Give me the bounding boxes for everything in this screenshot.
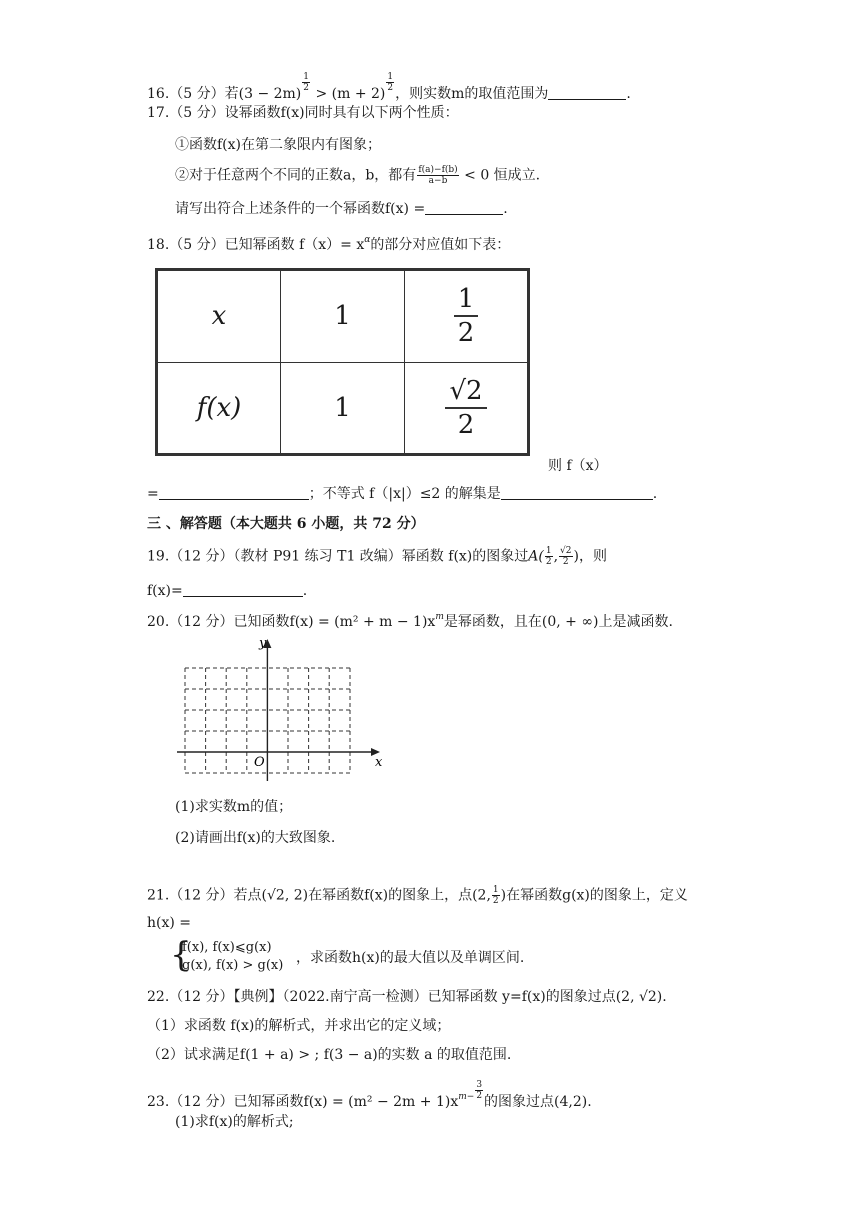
question-19: 19.（12 分）（教材 P91 练习 T1 改编）幂函数 f(x)的图象过A( $\frac{1}{2}$ , $\frac{√2}{2}$ )，则: [147, 546, 607, 567]
table-cell: x: [157, 270, 281, 363]
table-cell: 1: [281, 362, 405, 455]
q18-tail: 则 f（x）: [548, 458, 608, 474]
x-axis-label: x: [375, 755, 383, 770]
answer-blank[interactable]: [501, 485, 653, 500]
table-cell: $\frac{1}{2}$: [405, 270, 529, 363]
q17-prompt: 请写出符合上述条件的一个幂函数f(x) = .: [175, 201, 508, 217]
answer-blank[interactable]: [548, 85, 626, 100]
answer-blank[interactable]: [425, 200, 503, 215]
table-cell: f(x): [157, 362, 281, 455]
question-18: 18.（5 分）已知幂函数 $f(x)= x^\alpha$的部分对应值如下表：: [147, 235, 511, 253]
q21-line-2: h(x) =: [147, 915, 192, 931]
q17-property-2: ②对于任意两个不同的正数a，b，都有 $\frac{f(a)-f(b)}{a-b}$ < 0 恒成立.: [175, 165, 541, 186]
q21-case-1: f(x), f(x)⩽g(x): [182, 940, 272, 955]
question-21: 21.（12 分）若点(√2, 2)在幂函数f(x)的图象上，点(2, $\frac{1}{2}$ )在幂函数g(x)的图象上，定义: [147, 885, 688, 906]
coordinate-grid: [175, 633, 395, 783]
q20-sub-2: (2)请画出f(x)的大致图象.: [175, 830, 336, 846]
value-table: [155, 268, 530, 456]
q23-sub-1: (1)求f(x)的解析式;: [175, 1114, 294, 1130]
question-23: 23.（12 分）已知幂函数$f(x) = (m^2 - 2m + 1)x^{m-}$ $\frac{3}{2}$ 的图象过点(4,2).: [147, 1080, 592, 1110]
q22-sub-1: （1）求函数 f(x)的解析式，并求出它的定义域；: [147, 1018, 451, 1034]
table-cell: $\frac{√2}{2}$: [405, 362, 529, 455]
question-20: 20.（12 分）已知函数$f(x) = (m^2 + m - 1)x^m$是幂函数，且在(0, + ∞)上是减函数.: [147, 612, 673, 630]
answer-blank[interactable]: [183, 582, 303, 597]
answer-blank[interactable]: [159, 485, 309, 500]
q21-line-3: ，求函数h(x)的最大值以及单调区间.: [296, 950, 525, 966]
q22-sub-2: （2）试求满足f(1 + a) > ; f(3 − a)的实数 a 的取值范围.: [147, 1047, 512, 1063]
q21-case-2: g(x), f(x) > g(x): [182, 958, 284, 973]
section-heading: 三 、解答题（本大题共 6 小题，共 72 分）: [147, 516, 425, 532]
q17-property-1: ①函数f(x)在第二象限内有图象；: [175, 137, 382, 153]
table-cell: 1: [281, 270, 405, 363]
y-axis-label: y: [259, 636, 267, 651]
question-22: 22.（12 分）【典例】（2022.南宁高一检测）已知幂函数 y=f(x)的图象过点(2, √2).: [147, 989, 667, 1005]
brace-symbol: {: [170, 935, 192, 975]
q18-line-2: = ；不等式 f（|x|）≤2 的解集是 .: [147, 486, 658, 502]
q19-line-2: f(x)= .: [147, 583, 308, 599]
origin-label: O: [254, 755, 265, 770]
question-16: 16.（5 分）若(3 − 2m) $\frac{1}{2}$ > (m + 2) $\frac{1}{2}$ ，则实数m的取值范围为 .: [147, 72, 631, 102]
question-17: 17.（5 分）设幂函数f(x)同时具有以下两个性质：: [147, 105, 459, 121]
q20-sub-1: (1)求实数m的值；: [175, 799, 293, 815]
